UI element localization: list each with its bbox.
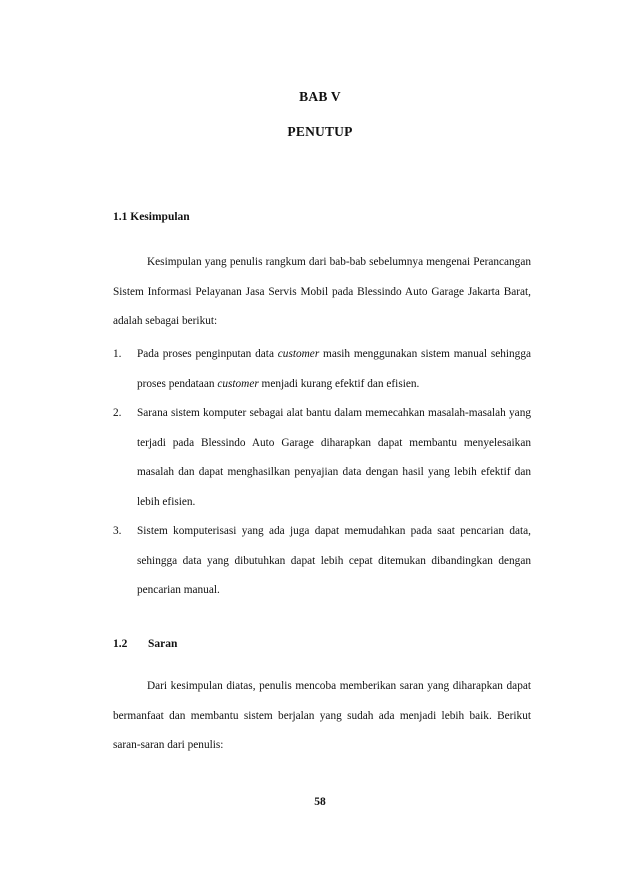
list-item [113, 340, 531, 399]
chapter-title: PENUTUP [287, 124, 353, 139]
page-number: 58 [314, 796, 326, 808]
list-item-marker: 2. [113, 407, 122, 419]
list-item-text: Sarana sistem komputer sebagai alat bantu dalam memecahkan masalah-masalah yang terjadi pada Blessindo Auto Garage diharapkan dapat membantu menyelesaikan masalah dan dapat menghasilkan penyajian data dengan hasil yang lebih efektif dan lebih efisien. [137, 407, 531, 508]
list-item-marker: 1. [113, 348, 122, 360]
list-item-emphasis: customer [277, 348, 320, 360]
section-heading-kesimpulan: 1.1 Kesimpulan [113, 211, 190, 223]
list-item-text: Sistem komputerisasi yang ada juga dapat memudahkan pada saat pencarian data, sehingga data yang dibutuhkan dapat lebih cepat ditemukan dibandingkan dengan pencarian manual. [137, 525, 531, 596]
conclusion-list [113, 340, 531, 606]
section-intro-paragraph: Dari kesimpulan diatas, penulis mencoba memberikan saran yang diharapkan dapat bermanfaat dan membantu sistem berjalan yang sudah ada menjadi lebih baik. Berikut saran-saran dari penulis: [113, 680, 531, 751]
section-intro-paragraph: Kesimpulan yang penulis rangkum dari bab-bab sebelumnya mengenai Perancangan Sistem Informasi Pelayanan Jasa Servis Mobil pada Blessindo Auto Garage Jakarta Barat, adalah sebagai berikut: [113, 256, 531, 327]
list-item-text: Pada proses penginputan data [137, 348, 278, 360]
section-title: Saran [148, 638, 178, 650]
list-item-marker: 3. [113, 525, 122, 537]
list-item-text: menjadi kurang efektif dan efisien. [258, 377, 420, 390]
list-item [113, 517, 531, 606]
list-item [113, 399, 531, 517]
section-number: 1.2 [113, 638, 128, 650]
list-item-emphasis: customer [217, 377, 259, 390]
chapter-label: BAB V [299, 89, 341, 104]
section-heading-saran [113, 638, 177, 650]
list-item-text: masih menggunakan sistem manual sehingga proses pendataan [137, 348, 531, 390]
